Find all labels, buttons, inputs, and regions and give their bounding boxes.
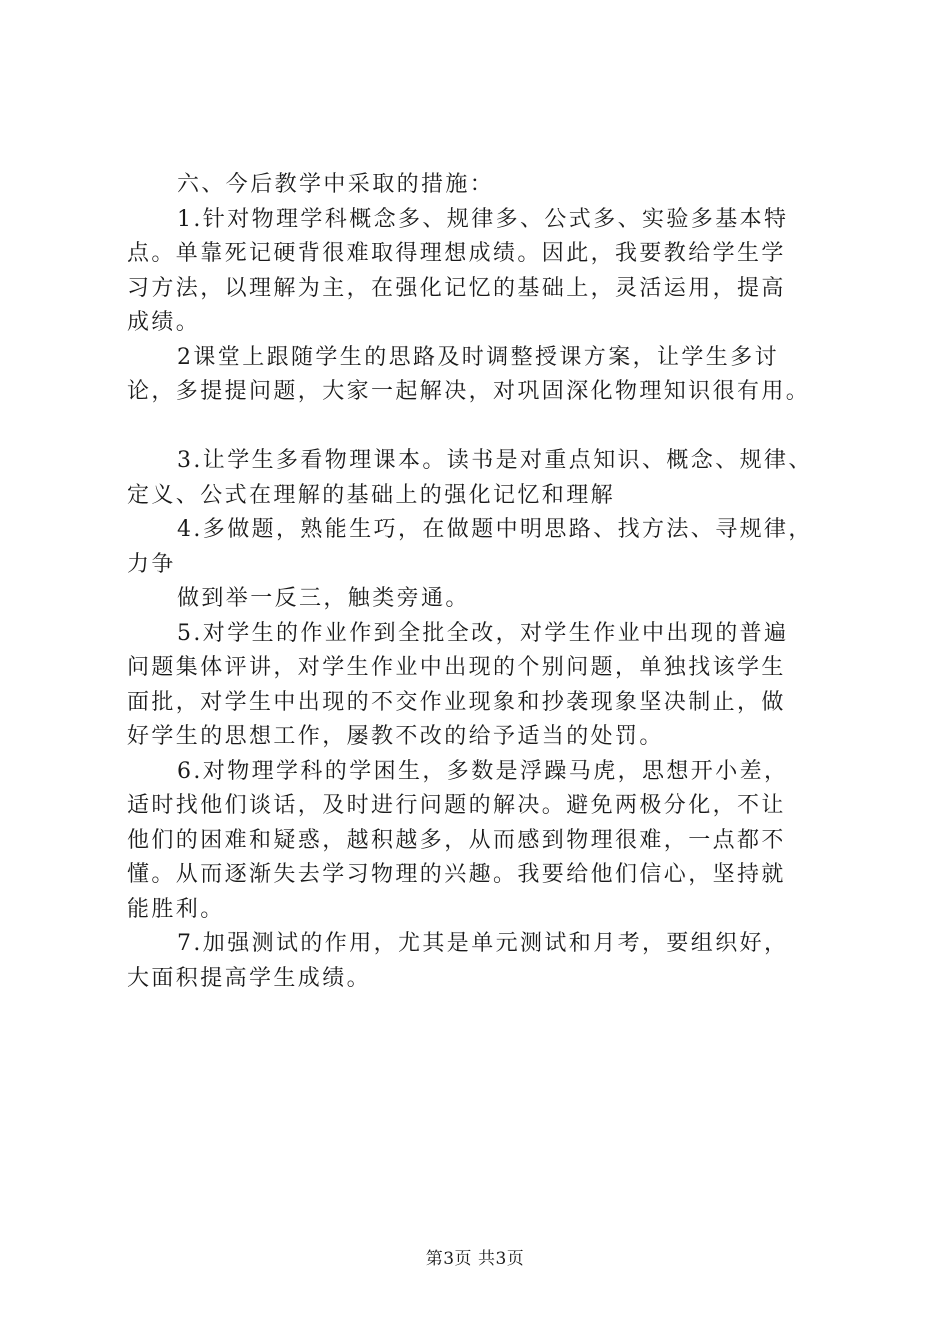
page-number-footer: 第3页 共3页 bbox=[425, 1249, 525, 1269]
paragraph-line: 习方法，以理解为主，在强化记忆的基础上，灵活运用，提高 bbox=[127, 275, 786, 301]
paragraph-line: 论，多提提问题，大家一起解决，对巩固深化物理知识很有用。 bbox=[127, 379, 811, 404]
paragraph-line: 定义、公式在理解的基础上的强化记忆和理解 bbox=[127, 482, 616, 508]
blank-line bbox=[127, 410, 847, 445]
paragraph-line: 3.让学生多看物理课本。读书是对重点知识、概念、规律、 bbox=[177, 448, 813, 473]
paragraph-line: 5.对学生的作业作到全批全改，对学生作业中出现的普遍 bbox=[177, 620, 789, 646]
paragraph-line: 做到举一反三，触类旁通。 bbox=[177, 586, 470, 611]
paragraph-line: 6.对物理学科的学困生，多数是浮躁马虎，思想开小差， bbox=[177, 758, 789, 784]
paragraph-line: 大面积提高学生成绩。 bbox=[127, 965, 372, 991]
section-heading: 六、今后教学中采取的措施： bbox=[177, 172, 495, 197]
paragraph-line: 点。单靠死记硬背很难取得理想成绩。因此，我要教给学生学 bbox=[127, 241, 786, 266]
paragraph-line: 问题集体评讲，对学生作业中出现的个别问题，单独找该学生 bbox=[127, 655, 786, 680]
paragraph-line: 他们的困难和疑惑，越积越多，从而感到物理很难，一点都不 bbox=[127, 827, 786, 853]
paragraph-line: 1.针对物理学科概念多、规律多、公式多、实验多基本特 bbox=[177, 206, 789, 232]
paragraph-line: 4.多做题，熟能生巧，在做题中明思路、找方法、寻规律， bbox=[177, 517, 813, 542]
paragraph-line: 懂。从而逐渐失去学习物理的兴趣。我要给他们信心，坚持就 bbox=[127, 862, 786, 887]
document-body bbox=[127, 168, 847, 996]
paragraph-line: 好学生的思想工作，屡教不改的给予适当的处罚。 bbox=[127, 724, 664, 749]
paragraph-line: 2课堂上跟随学生的思路及时调整授课方案，让学生多讨 bbox=[177, 344, 779, 370]
paragraph-line: 成绩。 bbox=[127, 310, 201, 335]
paragraph-line: 力争 bbox=[127, 551, 176, 577]
paragraph-line: 能胜利。 bbox=[127, 896, 225, 922]
paragraph-line: 适时找他们谈话，及时进行问题的解决。避免两极分化，不让 bbox=[127, 793, 786, 818]
paragraph-line: 7.加强测试的作用，尤其是单元测试和月考，要组织好， bbox=[177, 931, 789, 956]
paragraph-line: 面批，对学生中出现的不交作业现象和抄袭现象坚决制止，做 bbox=[127, 689, 786, 715]
